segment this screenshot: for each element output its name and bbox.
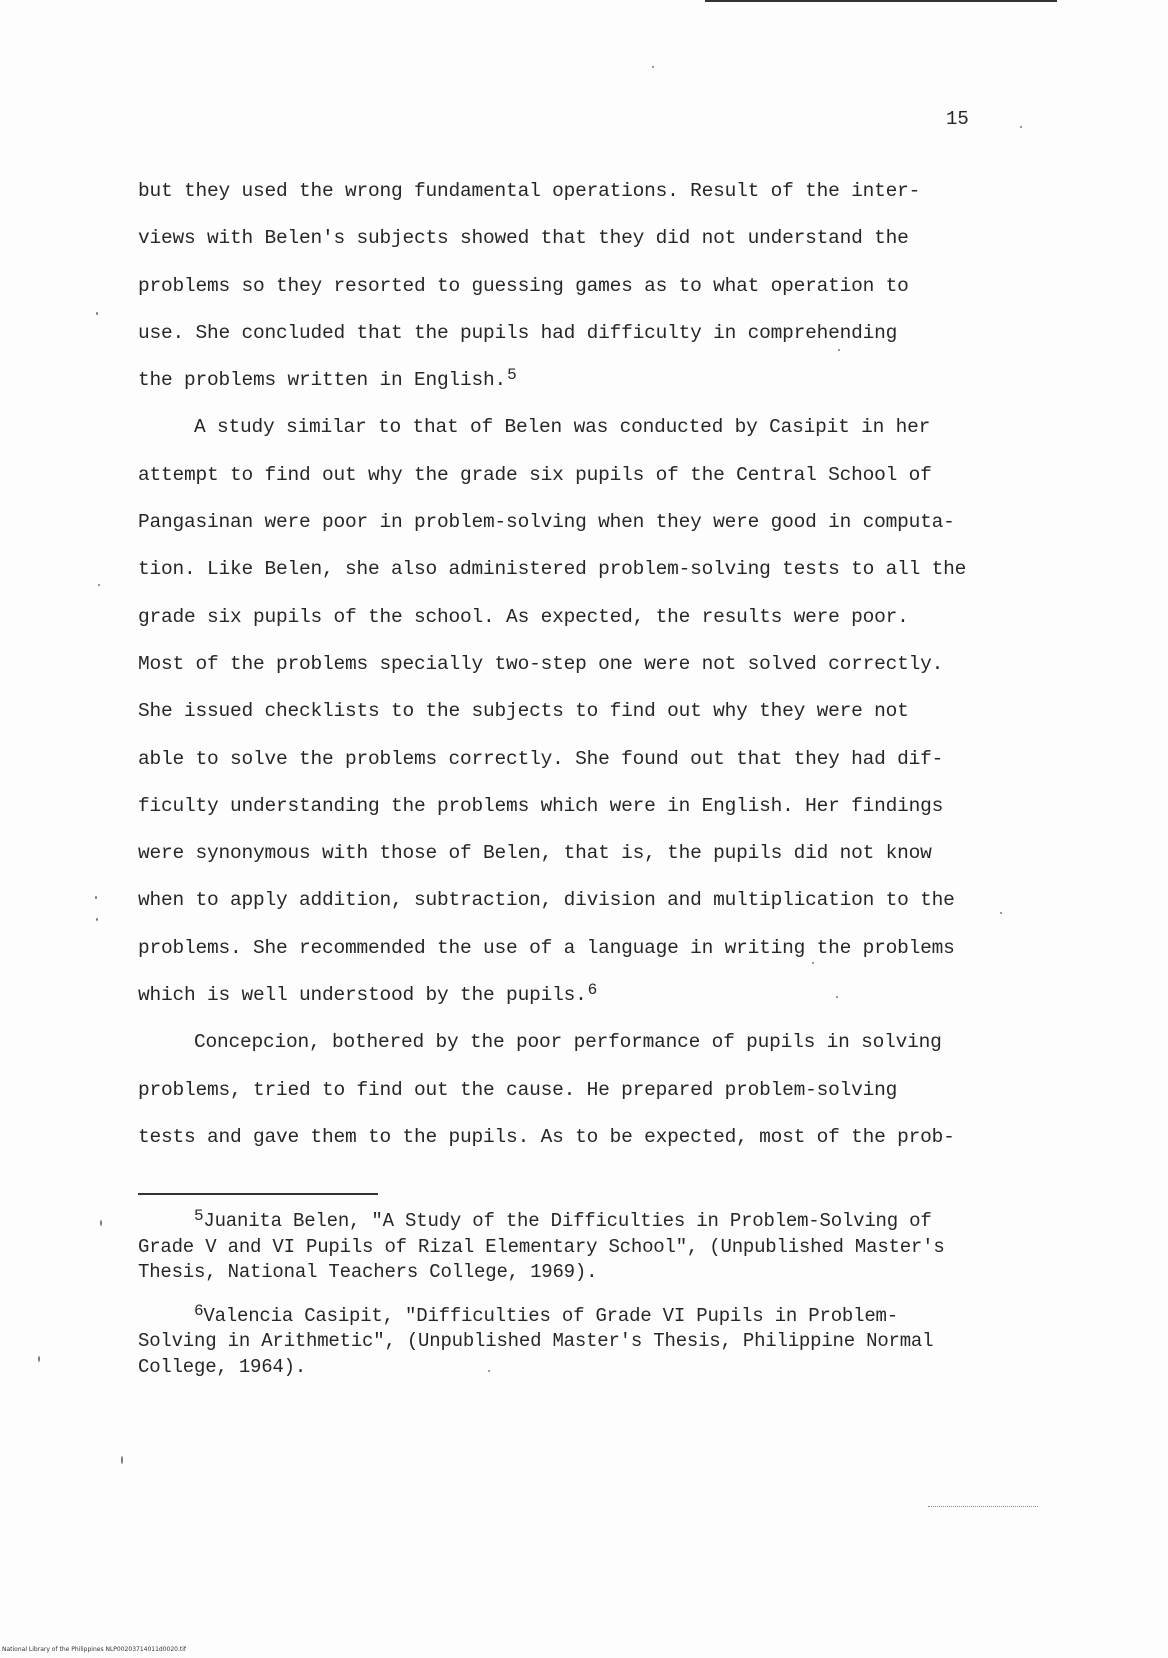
- scan-speck: [812, 962, 814, 964]
- body-line-text: were synonymous with those of Belen, that is, the pupils did not know: [138, 842, 932, 865]
- footnote-separator: [138, 1193, 378, 1195]
- scan-speck: [1020, 126, 1022, 128]
- footnote-line: [138, 1260, 1018, 1286]
- body-line-text: Most of the problems specially two-step one were not solved correctly.: [138, 652, 944, 675]
- body-line: [138, 1114, 1018, 1161]
- body-line-text: ficulty understanding the problems which were in English. Her findings: [138, 794, 944, 817]
- body-line-text: A study similar to that of Belen was conducted by Casipit in her: [194, 416, 931, 439]
- body-line: [138, 972, 1018, 1019]
- footnote-mark: 5: [194, 1207, 204, 1225]
- footnote: [138, 1209, 1018, 1286]
- scan-speck: [96, 312, 98, 315]
- body-line: [138, 925, 1018, 972]
- footnote-text: Juanita Belen, "A Study of the Difficulties in Problem-Solving of: [203, 1210, 932, 1232]
- body-line-text: views with Belen's subjects showed that they did not understand the: [138, 227, 909, 250]
- body-line-text: problems, tried to find out the cause. He prepared problem-solving: [138, 1078, 898, 1101]
- body-line: [138, 168, 1018, 215]
- body-line: [138, 546, 1018, 593]
- footnote-line: [138, 1301, 1018, 1330]
- archive-imprint: National Library of the Philippines NLP00203714011d0020.tif: [2, 1646, 187, 1653]
- footnote-text: College, 1964).: [138, 1355, 307, 1378]
- body-line-text: when to apply addition, subtraction, division and multiplication to the: [138, 889, 955, 912]
- scan-dotted-mark: [928, 1506, 1038, 1508]
- footnote-reference: 5: [507, 366, 517, 385]
- scan-speck: [96, 918, 98, 921]
- footnote: [138, 1301, 1018, 1381]
- footnote-line: [138, 1329, 1018, 1355]
- body-line: [138, 830, 1018, 877]
- body-line-text: the problems written in English.: [138, 369, 507, 392]
- scan-speck: [121, 1456, 123, 1464]
- body-line: [138, 1067, 1018, 1114]
- scan-speck: [488, 1370, 490, 1372]
- body-line: [138, 877, 1018, 924]
- body-line: [138, 641, 1018, 688]
- body-line: [138, 499, 1018, 546]
- footnote-text: Valencia Casipit, "Difficulties of Grade VI Pupils in Problem-: [203, 1304, 898, 1327]
- footnote-line: [138, 1355, 1018, 1381]
- footnote-text: Solving in Arithmetic", (Unpublished Master's Thesis, Philippine Normal: [138, 1330, 934, 1352]
- body-line: [138, 452, 1018, 499]
- body-line: [138, 310, 1018, 357]
- body-line: [138, 783, 1018, 830]
- scan-speck: [1000, 912, 1002, 914]
- scan-speck: [652, 66, 654, 68]
- body-line-text: but they used the wrong fundamental operations. Result of the inter-: [138, 180, 921, 202]
- body-line-text: able to solve the problems correctly. She found out that they had dif-: [138, 747, 944, 770]
- body-line: [138, 357, 1018, 404]
- body-line: [138, 215, 1018, 262]
- footnote-line: [138, 1209, 1018, 1235]
- scan-speck: [838, 349, 840, 351]
- body-line-text: grade six pupils of the school. As expected, the results were poor.: [138, 605, 909, 628]
- body-line: [138, 688, 1018, 735]
- body-line-text: Concepcion, bothered by the poor performance of pupils in solving: [194, 1031, 942, 1054]
- body-line-text: use. She concluded that the pupils had difficulty in comprehending: [138, 321, 898, 344]
- body-line-text: problems so they resorted to guessing games as to what operation to: [138, 274, 909, 297]
- footnote-text: Grade V and VI Pupils of Rizal Elementary School", (Unpublished Master's: [138, 1235, 945, 1258]
- body-line-text: tests and gave them to the pupils. As to be expected, most of the prob-: [138, 1125, 955, 1148]
- body-line: [138, 263, 1018, 310]
- body-line: [138, 594, 1018, 641]
- body-line-text: Pangasinan were poor in problem-solving when they were good in computa-: [138, 511, 955, 534]
- body-line-text: She issued checklists to the subjects to find out why they were not: [138, 700, 909, 723]
- footnote-mark: 6: [194, 1301, 204, 1320]
- body-line: [138, 404, 1018, 451]
- scan-speck: [95, 896, 97, 899]
- page-number: 15: [946, 108, 969, 130]
- top-edge-rule: [705, 0, 1057, 2]
- footnotes: [138, 1209, 1018, 1398]
- scan-speck: [836, 996, 838, 998]
- body-line: [138, 1019, 1018, 1066]
- body-text: [138, 168, 1018, 1161]
- footnote-text: Thesis, National Teachers College, 1969).: [138, 1261, 598, 1283]
- scan-speck: [100, 1220, 102, 1226]
- body-line-text: tion. Like Belen, she also administered problem-solving tests to all the: [138, 558, 967, 581]
- body-line-text: attempt to find out why the grade six pupils of the Central School of: [138, 463, 932, 486]
- scan-speck: [98, 584, 100, 586]
- body-line-text: which is well understood by the pupils.: [138, 984, 587, 1007]
- body-line-text: problems. She recommended the use of a language in writing the problems: [138, 936, 955, 959]
- scan-speck: [38, 1356, 40, 1362]
- footnote-line: [138, 1235, 1018, 1261]
- footnote-reference: 6: [587, 981, 597, 1000]
- body-line: [138, 736, 1018, 783]
